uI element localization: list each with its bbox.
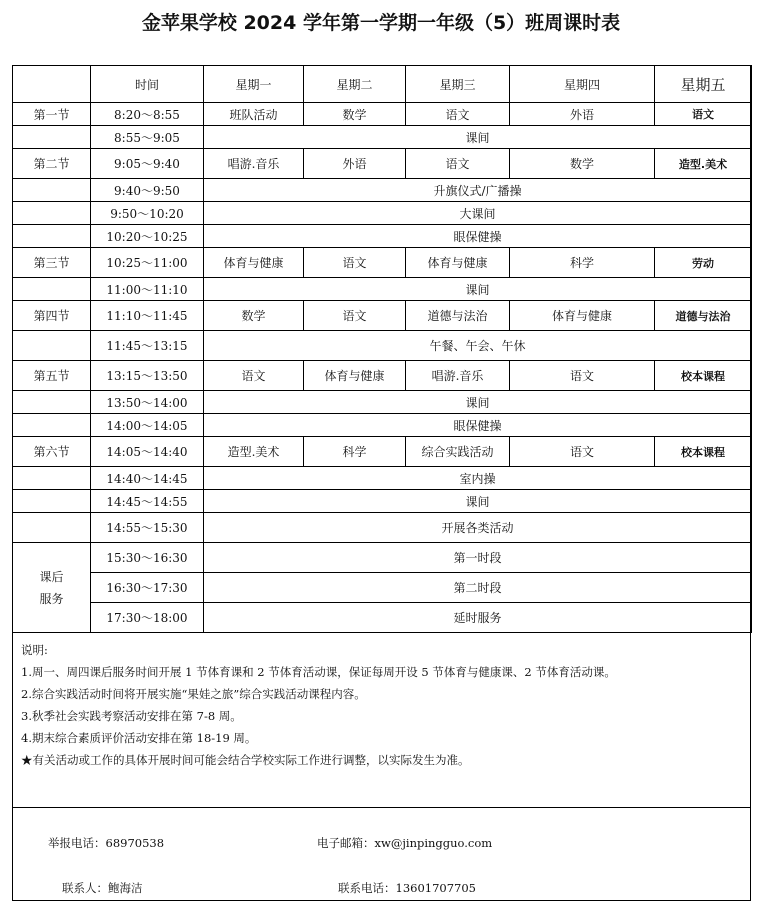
break-row: [13, 179, 752, 202]
time-cell: 9:50～10:20: [91, 202, 204, 225]
period-label: 第一节: [13, 103, 91, 126]
class-cell: 数学: [204, 301, 304, 331]
empty-label: [13, 225, 91, 248]
time-cell: 14:40～14:45: [91, 467, 204, 490]
note-item: 2.综合实践活动时间将开展实施“果娃之旅”综合实践活动课程内容。: [21, 687, 366, 701]
empty-label: [13, 179, 91, 202]
time-cell: 15:30～16:30: [91, 543, 204, 573]
after-school-label: [13, 543, 91, 633]
note-item: 3.秋季社会实践考察活动安排在第 7-8 周。: [21, 709, 242, 723]
header-wed: 星期三: [406, 66, 510, 103]
note-item: 4.期末综合素质评价活动安排在第 18-19 周。: [21, 731, 257, 745]
header-fri: 星期五: [655, 66, 752, 103]
time-cell: 14:45～14:55: [91, 490, 204, 513]
class-cell: 语文: [510, 437, 655, 467]
class-cell: 科学: [304, 437, 406, 467]
empty-label: [13, 513, 91, 543]
class-cell: 综合实践活动: [406, 437, 510, 467]
class-cell: 数学: [304, 103, 406, 126]
class-cell: 外语: [510, 103, 655, 126]
header-corner: [13, 66, 91, 103]
email-text: 电子邮箱：xw@jinpingguo.com: [317, 836, 493, 850]
activity-cell: 课间: [204, 126, 752, 149]
time-cell: 10:20～10:25: [91, 225, 204, 248]
break-row: [13, 331, 752, 361]
class-cell: 语文: [406, 103, 510, 126]
time-cell: 11:00～11:10: [91, 278, 204, 301]
activity-cell: 第二时段: [204, 573, 752, 603]
activity-cell: 延时服务: [204, 603, 752, 633]
empty-label: [13, 278, 91, 301]
class-cell: 体育与健康: [406, 248, 510, 278]
class-cell: 班队活动: [204, 103, 304, 126]
contact-person-text: 联系人：鲍海洁: [62, 881, 143, 895]
period-row-1: [13, 103, 752, 126]
period-row-3: [13, 248, 752, 278]
activity-cell: 午餐、午会、午休: [204, 331, 752, 361]
contact-phone-text: 联系电话：13601707705: [338, 881, 476, 895]
schedule-table: [12, 65, 752, 633]
empty-label: [13, 391, 91, 414]
header-row: [13, 66, 752, 103]
after-school-label-line1: 课后: [39, 569, 64, 584]
time-cell: 14:55～15:30: [91, 513, 204, 543]
time-cell: 10:25～11:00: [91, 248, 204, 278]
class-cell: 语文: [655, 103, 752, 126]
time-cell: 16:30～17:30: [91, 573, 204, 603]
header-tue: 星期二: [304, 66, 406, 103]
period-row-2: [13, 149, 752, 179]
period-row-5: [13, 361, 752, 391]
service-row-3: [13, 603, 752, 633]
period-row-4: [13, 301, 752, 331]
period-label: 第六节: [13, 437, 91, 467]
break-row: [13, 414, 752, 437]
time-cell: 8:55～9:05: [91, 126, 204, 149]
activity-cell: 开展各类活动: [204, 513, 752, 543]
period-label: 第五节: [13, 361, 91, 391]
class-cell: 唱游.音乐: [406, 361, 510, 391]
activity-cell: 课间: [204, 490, 752, 513]
time-cell: 14:00～14:05: [91, 414, 204, 437]
header-time: 时间: [91, 66, 204, 103]
class-cell: 语文: [304, 248, 406, 278]
header-thu: 星期四: [510, 66, 655, 103]
class-cell: 语文: [304, 301, 406, 331]
hotline-text: 举报电话：68970538: [48, 836, 165, 850]
note-item: 1.周一、周四课后服务时间开展 1 节体育课和 2 节体育活动课，保证每周开设 5 节体育与健康课、2 节体育活动课。: [21, 665, 616, 679]
break-row: [13, 202, 752, 225]
class-cell: 体育与健康: [510, 301, 655, 331]
time-cell: 11:10～11:45: [91, 301, 204, 331]
class-cell: 体育与健康: [304, 361, 406, 391]
empty-label: [13, 331, 91, 361]
time-cell: 9:05～9:40: [91, 149, 204, 179]
class-cell: 校本课程: [655, 437, 752, 467]
header-mon: 星期一: [204, 66, 304, 103]
notes-heading: 说明:: [21, 643, 48, 657]
class-cell: 语文: [406, 149, 510, 179]
empty-label: [13, 126, 91, 149]
time-cell: 17:30～18:00: [91, 603, 204, 633]
class-cell: 唱游.音乐: [204, 149, 304, 179]
after-school-label-line2: 服务: [39, 591, 64, 606]
note-item: ★有关活动或工作的具体开展时间可能会结合学校实际工作进行调整，以实际发生为准。: [21, 753, 470, 767]
class-cell: 体育与健康: [204, 248, 304, 278]
activity-cell: 课间: [204, 391, 752, 414]
activity-cell: 眼保健操: [204, 225, 752, 248]
class-cell: 校本课程: [655, 361, 752, 391]
break-row: [13, 391, 752, 414]
break-row: [13, 490, 752, 513]
class-cell: 道德与法治: [406, 301, 510, 331]
page-title: 金苹果学校 2024 学年第一学期一年级（5）班周课时表: [141, 12, 621, 34]
period-label: 第二节: [13, 149, 91, 179]
time-cell: 13:15～13:50: [91, 361, 204, 391]
break-row: [13, 467, 752, 490]
class-cell: 语文: [510, 361, 655, 391]
class-cell: 语文: [204, 361, 304, 391]
time-cell: 13:50～14:00: [91, 391, 204, 414]
empty-label: [13, 467, 91, 490]
period-label: 第三节: [13, 248, 91, 278]
break-row: [13, 278, 752, 301]
activity-cell: 第一时段: [204, 543, 752, 573]
activity-cell: 课间: [204, 278, 752, 301]
class-cell: 数学: [510, 149, 655, 179]
empty-label: [13, 202, 91, 225]
class-cell: 外语: [304, 149, 406, 179]
break-row: [13, 225, 752, 248]
service-row-2: [13, 573, 752, 603]
activity-cell: 眼保健操: [204, 414, 752, 437]
service-row-1: [13, 543, 752, 573]
activity-cell: 室内操: [204, 467, 752, 490]
period-label: 第四节: [13, 301, 91, 331]
notes-section: [12, 634, 751, 808]
period-row-6: [13, 437, 752, 467]
activity-cell: 升旗仪式/广播操: [204, 179, 752, 202]
activity-cell: 大课间: [204, 202, 752, 225]
class-cell: 劳动: [655, 248, 752, 278]
break-row: [13, 126, 752, 149]
class-cell: 道德与法治: [655, 301, 752, 331]
empty-label: [13, 490, 91, 513]
empty-label: [13, 414, 91, 437]
time-cell: 8:20～8:55: [91, 103, 204, 126]
break-row: [13, 513, 752, 543]
class-cell: 造型.美术: [204, 437, 304, 467]
time-cell: 14:05～14:40: [91, 437, 204, 467]
time-cell: 11:45～13:15: [91, 331, 204, 361]
class-cell: 造型.美术: [655, 149, 752, 179]
class-cell: 科学: [510, 248, 655, 278]
time-cell: 9:40～9:50: [91, 179, 204, 202]
